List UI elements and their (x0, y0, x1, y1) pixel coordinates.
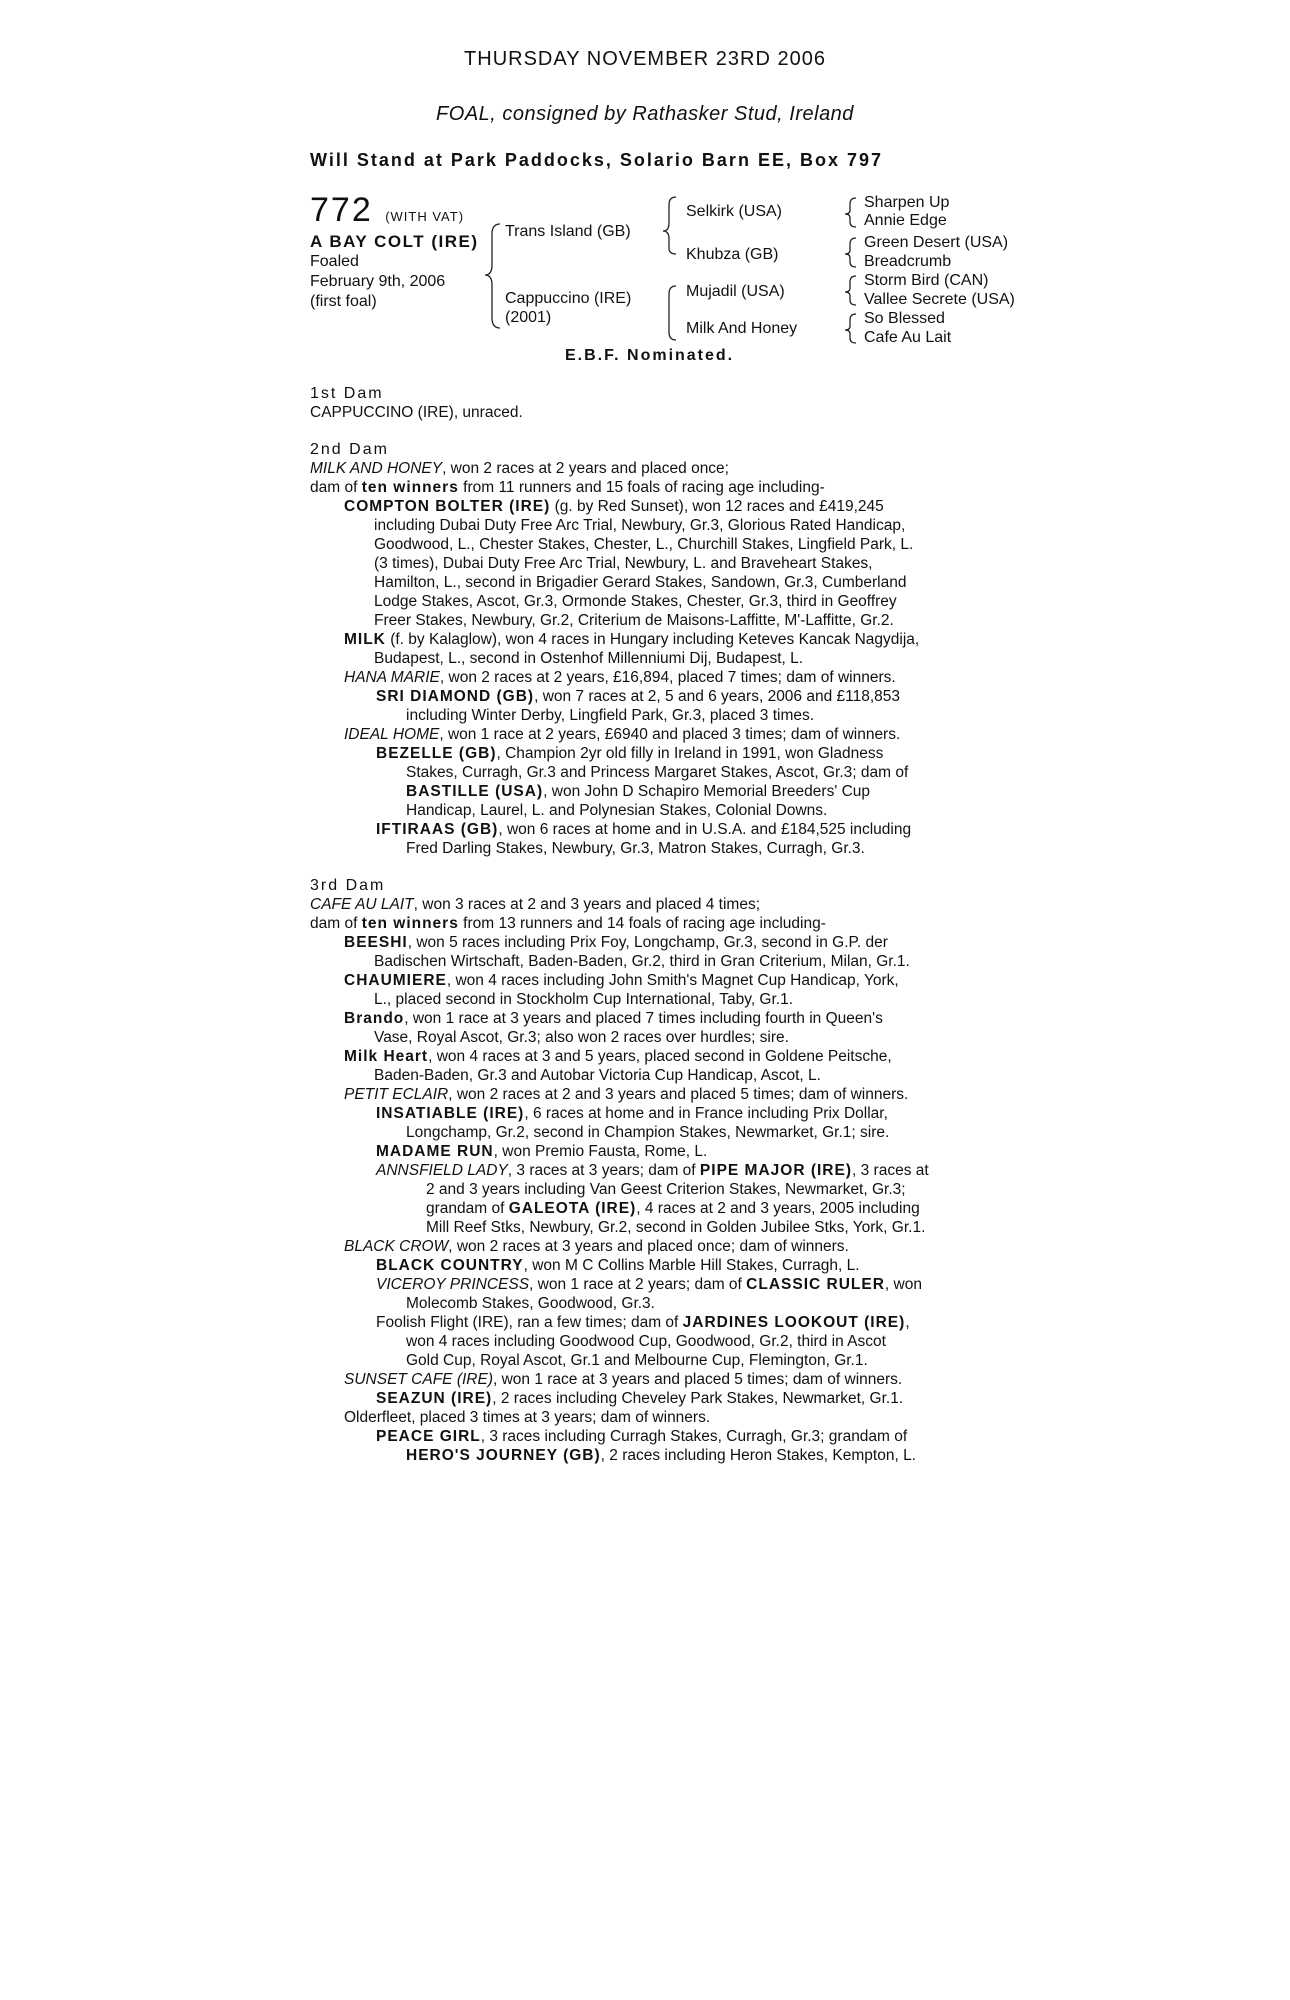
vat-note: (WITH VAT) (385, 209, 465, 224)
pedigree-g3-8: Cafe Au Lait (864, 329, 952, 346)
pedigree-g3-1: Sharpen Up (864, 194, 950, 211)
entry-insatiable: INSATIABLE (IRE), 6 races at home and in France including Prix Dollar, (376, 1105, 888, 1122)
third-dam-line: CAFE AU LAIT, won 3 races at 2 and 3 years and placed 4 times; (310, 896, 761, 913)
first-dam-heading: 1st Dam (310, 385, 384, 402)
pedigree-g3-5: Storm Bird (CAN) (864, 272, 989, 289)
entry-sunset-cafe: SUNSET CAFE (IRE), won 1 race at 3 years and placed 5 times; dam of winners. (344, 1371, 903, 1388)
pedigree-g3-4: Breadcrumb (864, 253, 952, 270)
entry-chaumiere: CHAUMIERE, won 4 races including John Smith's Magnet Cup Handicap, York, (344, 972, 899, 989)
entry-annsfield-lady: ANNSFIELD LADY, 3 races at 3 years; dam of PIPE MAJOR (IRE), 3 races at (376, 1162, 929, 1179)
entry-beeshi: BEESHI, won 5 races including Prix Foy, Longchamp, Gr.3, second in G.P. der (344, 934, 888, 951)
pedigree-dam: Cappuccino (IRE) (505, 290, 632, 307)
second-dam-summary: dam of ten winners from 11 runners and 15 foals of racing age including- (310, 479, 825, 496)
entry-petit-eclair: PETIT ECLAIR, won 2 races at 2 and 3 years and placed 5 times; dam of winners. (344, 1086, 909, 1103)
pedigree-g3-2: Annie Edge (864, 212, 947, 229)
entry-peace-girl: PEACE GIRL, 3 races including Curragh Stakes, Curragh, Gr.3; grandam of (376, 1428, 908, 1445)
produce-record: 1st Dam CAPPUCCINO (IRE), unraced. 2nd Dam MILK AND HONEY, won 2 races at 2 years and placed once; dam of ten winners from 11 runners and 15 foals of racing age including- COMPTON BOLTER (IRE) (g. by Red Sunset), won 12 races and £419,245 including Dubai Duty Free Arc Trial, Newbury, Gr.3, Glorious Rated Handicap, Goodwood, L., Chester Stakes, Chester, L., Churchill Stakes, Lingfield Park, L. (3 times), Dubai Duty Free Arc Trial, Newbury, L. and Braveheart Stakes, Hamilton, L., second in Brigadier Gerard Stakes, Sandown, Gr.3, Cumberland Lodge Stakes, Ascot, Gr.3, Ormonde Stakes, Chester, Gr.3, third in Geoffrey Freer Stakes, Newbury, Gr.2, Criterium de Maisons-Laffitte, M'-Laffitte, Gr.2. MILK (f. by Kalaglow), won 4 races in Hungary including Keteves Kancak Nagydija, Budapest, L., second in Ostenhof Millenniumi Dij, Budapest, L. HANA MARIE, won 2 races at 2 years, £16,894, placed 7 times; dam of winners. SRI DIAMOND (GB), won 7 races at 2, 5 and 6 years, 2006 and £118,853 including Winter Derby, Lingfield Park, Gr.3, placed 3 times. IDEAL HOME, won 1 race at 2 years, £6940 and placed 3 times; dam of winners. BEZELLE (GB), Champion 2yr old filly in Ireland in 1991, won Gladness Stakes, Curragh, Gr.3 and Princess Margaret Stakes, Ascot, Gr.3; dam of BASTILLE (USA), won John D Schapiro Memorial Breeders' Cup Handicap, Laurel, L. and Polynesian Stakes, Colonial Downs. IFTIRAAS (GB), won 6 races at home and in U.S.A. and £184,525 including Fred Darling Stakes, Newbury, Gr.3, Matron Stakes, Curragh, Gr.3. 3rd Dam CAFE AU LAIT, won 3 races at 2 and 3 years and placed 4 times; dam of ten winners from 13 runners and 14 foals of racing age including- BEESHI, won 5 races including Prix Foy, Longchamp, Gr.3, second in G.P. der Badischen Wirtschaft, Baden-Baden, Gr.2, third in Gran Criterium, Milan, Gr.1. CHAUMIERE, won 4 races including John Smith's Magnet Cup Handicap, York, L., placed second in Stockholm Cup International, Taby, Gr.1. Brando, won 1 race at 3 years and placed 7 times including fourth in Queen's Vase, Royal Ascot, Gr.3; also won 2 races over hurdles; sire. Milk Heart, won 4 races at 3 and 5 years, placed second in Goldene Peitsche, Baden-Baden, Gr.3 and Autobar Victoria Cup Handicap, Ascot, L. PETIT ECLAIR, won 2 races at 2 and 3 years and placed 5 times; dam of winners. INSATIABLE (IRE), 6 races at home and in France including Prix Dollar, Longchamp, Gr.2, second in Champion Stakes, Newmarket, Gr.1; sire. MADAME RUN, won Premio Fausta, Rome, L. ANNSFIELD LADY, 3 races at 3 years; dam of PIPE MAJOR (IRE), 3 races at 2 and 3 years including Van Geest Criterion Stakes, Newmarket, Gr.3; grandam of GALEOTA (IRE), 4 races at 2 and 3 years, 2005 including Mill Reef Stks, Newbury, Gr.2, second in Golden Jubilee Stks, York, Gr.1. BLACK CROW, won 2 races at 3 years and placed once; dam of winners. BLACK COUNTRY, won M C Collins Marble Hill Stakes, Curragh, L. VICEROY PRINCESS, won 1 race at 2 years; dam of CLASSIC RULER, won Molecomb Stakes, Goodwood, Gr.3. Foolish Flight (IRE), ran a few times; dam of JARDINES LOOKOUT (IRE), won 4 races including Goodwood Cup, Goodwood, Gr.2, third in Ascot Gold Cup, Royal Ascot, Gr.1 and Melbourne Cup, Flemington, Gr.1. SUNSET CAFE (IRE), won 1 race at 3 years and placed 5 times; dam of winners. SEAZUN (IRE), 2 races including Cheveley Park Stakes, Newmarket, Gr.1. Olderfleet, placed 3 times at 3 years; dam of winners. PEACE GIRL, 3 races including Curragh Stakes, Curragh, Gr.3; grandam of HERO'S JOURNEY (GB), 2 races including Heron Stakes, Kempton, L. (310, 384, 990, 1465)
entry-foolish-flight: Foolish Flight (IRE), ran a few times; dam of JARDINES LOOKOUT (IRE), (376, 1314, 910, 1331)
entry-brando: Brando, won 1 race at 3 years and placed 7 times including fourth in Queen's (344, 1010, 883, 1027)
pedigree-sire-sire: Selkirk (USA) (686, 203, 783, 220)
sale-date: THURSDAY NOVEMBER 23RD 2006 (464, 48, 826, 70)
entry-ideal-home: IDEAL HOME, won 1 race at 2 years, £6940 and placed 3 times; dam of winners. (344, 726, 901, 743)
entry-iftiraas: IFTIRAAS (GB), won 6 races at home and in U.S.A. and £184,525 including (376, 821, 912, 838)
lot-number: 772 (310, 191, 373, 229)
second-dam-heading: 2nd Dam (310, 441, 389, 458)
entry-black-country: BLACK COUNTRY, won M C Collins Marble Hill Stakes, Curragh, L. (376, 1257, 860, 1274)
entry-olderfleet: Olderfleet, placed 3 times at 3 years; dam of winners. (344, 1409, 711, 1426)
entry-heros-journey: HERO'S JOURNEY (GB), 2 races including Heron Stakes, Kempton, L. (406, 1447, 916, 1464)
foal-note: (first foal) (310, 293, 377, 310)
entry-seazun: SEAZUN (IRE), 2 races including Cheveley Park Stakes, Newmarket, Gr.1. (376, 1390, 904, 1407)
first-dam-text: CAPPUCCINO (IRE), unraced. (310, 404, 523, 421)
pedigree-sire: Trans Island (GB) (505, 223, 631, 240)
ebf-nominated: E.B.F. Nominated. (565, 347, 735, 364)
third-dam-summary: dam of ten winners from 13 runners and 14 foals of racing age including- (310, 915, 826, 932)
entry-hana-marie: HANA MARIE, won 2 races at 2 years, £16,894, placed 7 times; dam of winners. (344, 669, 896, 686)
pedigree-g3-7: So Blessed (864, 310, 945, 327)
foaled-date: February 9th, 2006 (310, 273, 446, 290)
pedigree-dam-year: (2001) (505, 309, 552, 326)
pedigree-dam-sire: Mujadil (USA) (686, 283, 785, 300)
third-dam-heading: 3rd Dam (310, 877, 386, 894)
entry-compton-bolter: COMPTON BOLTER (IRE) (g. by Red Sunset), won 12 races and £419,245 (344, 498, 884, 515)
pedigree-g3-6: Vallee Secrete (USA) (864, 291, 1015, 308)
foaled-label: Foaled (310, 253, 359, 270)
pedigree-braces (0, 0, 1290, 360)
entry-bastille: BASTILLE (USA), won John D Schapiro Memorial Breeders' Cup (406, 783, 871, 800)
entry-milk: MILK (f. by Kalaglow), won 4 races in Hungary including Keteves Kancak Nagydija, (344, 631, 920, 648)
colt-name: A BAY COLT (IRE) (310, 232, 479, 251)
pedigree-sire-dam: Khubza (GB) (686, 246, 779, 263)
entry-sri-diamond: SRI DIAMOND (GB), won 7 races at 2, 5 and 6 years, 2006 and £118,853 (376, 688, 901, 705)
second-dam-name: MILK AND HONEY (310, 460, 443, 477)
pedigree-g3-3: Green Desert (USA) (864, 234, 1009, 251)
second-dam-line: MILK AND HONEY, won 2 races at 2 years and placed once; (310, 460, 729, 477)
third-dam-name: CAFE AU LAIT (310, 896, 414, 913)
pedigree-dam-dam: Milk And Honey (686, 320, 798, 337)
consignment-line: FOAL, consigned by Rathasker Stud, Ireland (436, 103, 854, 125)
stand-location: Will Stand at Park Paddocks, Solario Barn EE, Box 797 (310, 150, 883, 170)
entry-black-crow: BLACK CROW, won 2 races at 3 years and placed once; dam of winners. (344, 1238, 849, 1255)
entry-madame-run: MADAME RUN, won Premio Fausta, Rome, L. (376, 1143, 708, 1160)
entry-viceroy-princess: VICEROY PRINCESS, won 1 race at 2 years; dam of CLASSIC RULER, won (376, 1276, 922, 1293)
entry-bezelle: BEZELLE (GB), Champion 2yr old filly in Ireland in 1991, won Gladness (376, 745, 884, 762)
entry-milk-heart: Milk Heart, won 4 races at 3 and 5 years, placed second in Goldene Peitsche, (344, 1048, 892, 1065)
